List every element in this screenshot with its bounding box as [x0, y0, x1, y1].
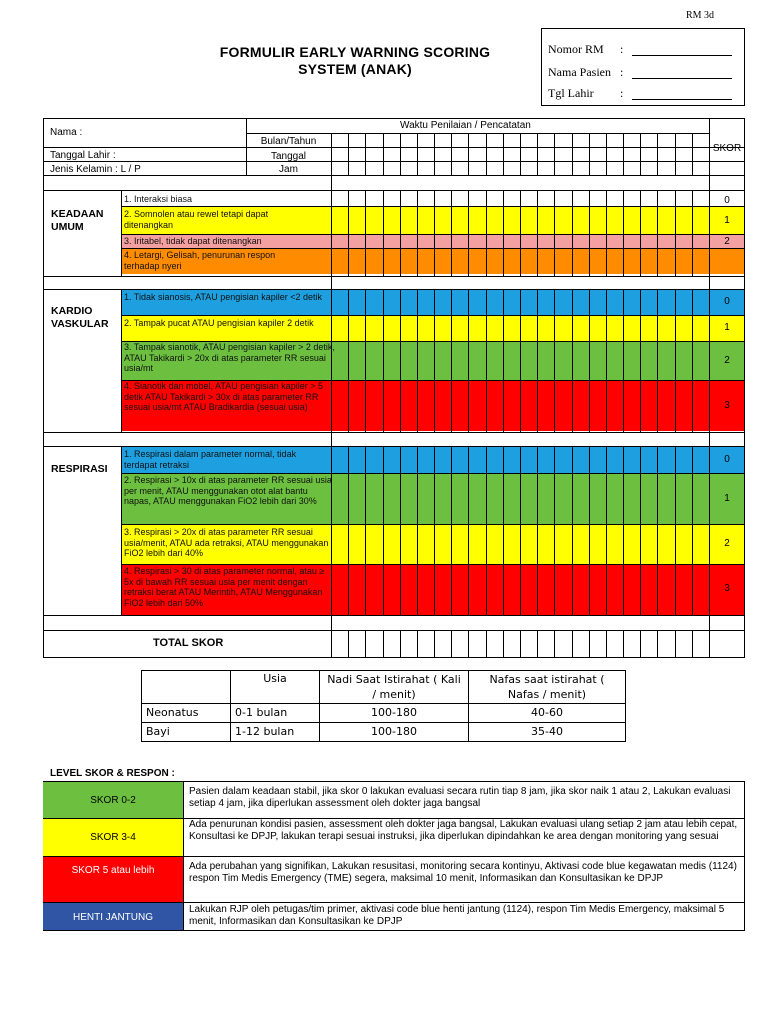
grid-line [400, 190, 401, 276]
rs-score-2: 1 [724, 493, 730, 504]
grid-line [503, 133, 504, 175]
grid-line [43, 432, 745, 433]
grid-line [43, 175, 745, 176]
henti-jantung-response: Lakukan RJP oleh petugas/tim primer, aktivasi code blue henti jantung (1124), respon Tim Medis Emergency, maksimal 5 menit, Informasikan dan Konsultasikan ke DPJP [189, 904, 725, 927]
grid-line [589, 190, 590, 276]
grid-line [451, 446, 452, 615]
rs-criterion-4: 4. Respirasi > 30 di atas parameter normal, atau ≥ 5x di bawah RR sesuai usia per menit dengan retraksi berat ATAU Merintih, ATAU Menggunakan FiO2 lebih dari 50% [124, 566, 325, 608]
skor-5-response: Ada perubahan yang signifikan, Lakukan resusitasi, monitoring secara kontinyu, Aktivasi code blue kegawatan medis (1124) respon Tim Medis Emergency (TME) segera, maksimal 10 menit, Informasikan dan Konsultasikan ke DPJP [189, 861, 737, 884]
nadi-value: 100-180 [320, 722, 469, 741]
grid-line [121, 315, 745, 316]
grid-line [692, 289, 693, 432]
grid-line [692, 630, 693, 657]
grid-line [675, 190, 676, 276]
level-line [43, 856, 745, 857]
tgl-lahir-colon: : [620, 86, 624, 100]
grid-line [451, 190, 452, 276]
grid-line [503, 289, 504, 432]
grid-line [451, 630, 452, 657]
kv-score-2: 1 [724, 322, 730, 333]
grid-line [537, 446, 538, 615]
grid-line [383, 630, 384, 657]
grid-line [675, 446, 676, 615]
nama-pasien-field[interactable] [632, 67, 732, 79]
grid-line [417, 630, 418, 657]
total-skor-label: TOTAL SKOR [153, 637, 224, 649]
nomor-rm-label: Nomor RM [548, 42, 604, 56]
grid-line [692, 133, 693, 175]
skor-3-4-response: Ada penurunan kondisi pasien, assessment oleh dokter jaga bangsal, Lakukan evaluasi ulang setiap 2 jam atau lebih cepat, Konsultasi ke DPJP, lakukan terapi sesuai instruksi, jika diperlukan dipindahkan ke area dengan monitoring yang sesuai [189, 819, 738, 842]
title-line-1: FORMULIR EARLY WARNING SCORING [219, 44, 491, 60]
nomor-rm-row [548, 42, 623, 57]
usia-group: Neonatus [142, 703, 231, 722]
grid-line [503, 630, 504, 657]
grid-line [417, 133, 418, 175]
grid-line [348, 289, 349, 432]
grid-line [537, 190, 538, 276]
ku-score-2: 1 [724, 215, 730, 226]
usia-header-row [142, 671, 626, 704]
grid-line [589, 446, 590, 615]
grid-line [606, 630, 607, 657]
grid-line [417, 446, 418, 615]
grid-line [383, 289, 384, 432]
jenis-kelamin-label: Jenis Kelamin : L / P [50, 164, 141, 175]
document-code: RM 3d [686, 10, 715, 21]
grid-line [383, 190, 384, 276]
nama-pasien-colon: : [620, 65, 624, 79]
nama-pasien-label: Nama Pasien [548, 65, 611, 79]
kv-criterion-3: 3. Tampak sianotik, ATAU pengisian kapiler > 2 detik, ATAU Takikardi > 20x di atas parameter RR sesuai usia/mt [124, 342, 335, 373]
grid-line [623, 289, 624, 432]
grid-line [121, 473, 745, 474]
grid-line [400, 630, 401, 657]
grid-line [520, 630, 521, 657]
kv-score-3: 2 [724, 355, 730, 366]
tgl-lahir-row [548, 86, 623, 101]
tgl-lahir-label: Tgl Lahir [548, 86, 594, 100]
kardio-line-2: VASKULAR [51, 318, 109, 330]
level-skor-title: LEVEL SKOR & RESPON : [50, 768, 175, 779]
grid-line [434, 289, 435, 432]
grid-line [623, 630, 624, 657]
grid-line [434, 446, 435, 615]
skor-0-2-response: Pasien dalam keadaan stabil, jika skor 0 lakukan evaluasi secara rutin tiap 8 jam, jika skor naik 1 atau 2, Lakukan evaluasi setiap 4 jam, jika diperlukan assessment oleh dokter jaga bangsal [189, 786, 731, 809]
grid-line [486, 289, 487, 432]
usia-range: 1-12 bulan [231, 722, 320, 741]
rs-criterion-3: 3. Respirasi > 20x di atas parameter RR sesuai usia/menit, ATAU ada retraksi, ATAU menggunakan FiO2 lebih dari 40% [124, 527, 329, 558]
grid-line [623, 133, 624, 175]
skor-3-4-label: SKOR 3-4 [90, 832, 136, 843]
grid-line [468, 630, 469, 657]
kv-score-4: 3 [724, 400, 730, 411]
kv-criterion-1: 1. Tidak sianosis, ATAU pengisian kapiler <2 detik [124, 292, 323, 302]
grid-line [121, 289, 122, 432]
skor-header: SKOR [712, 143, 742, 154]
ku-score-1: 0 [724, 195, 730, 206]
grid-line [365, 630, 366, 657]
grid-line [348, 446, 349, 615]
nomor-rm-field[interactable] [632, 44, 732, 56]
grid-line [657, 630, 658, 657]
skor-0-2-label: SKOR 0-2 [90, 795, 136, 806]
grid-line [486, 190, 487, 276]
grid-line [468, 446, 469, 615]
grid-line [606, 190, 607, 276]
kv-criterion-4: 4. Sianotik dan mobel, ATAU pengisian kapiler > 5 detik ATAU Takikardi > 30x di atas parameter RR sesuai usia/mt ATAU Bradikardia (sesuai usia) [124, 381, 324, 412]
grid-line [417, 289, 418, 432]
grid-line [537, 133, 538, 175]
kv-criterion-2: 2. Tampak pucat ATAU pengisian kapiler 2 detik [124, 318, 314, 328]
grid-line [365, 133, 366, 175]
grid-line [468, 133, 469, 175]
grid-line [486, 133, 487, 175]
nama-pasien-row [548, 65, 623, 80]
grid-line [589, 630, 590, 657]
grid-line [572, 630, 573, 657]
grid-line [383, 446, 384, 615]
grid-line [434, 630, 435, 657]
nadi-header: Nadi Saat Istirahat ( Kali / menit) [320, 671, 469, 704]
title-line-2: SYSTEM (ANAK) [298, 61, 412, 77]
grid-line [675, 289, 676, 432]
skor-5-fill [43, 856, 183, 902]
grid-line [537, 630, 538, 657]
grid-line [348, 630, 349, 657]
grid-line [486, 446, 487, 615]
grid-line [623, 446, 624, 615]
grid-line [589, 133, 590, 175]
grid-line [365, 289, 366, 432]
grid-line [121, 206, 745, 207]
grid-line [554, 630, 555, 657]
grid-line [121, 248, 745, 249]
grid-line [657, 446, 658, 615]
grid-line [434, 190, 435, 276]
nadi-value: 100-180 [320, 703, 469, 722]
waktu-penilaian-header: Waktu Penilaian / Pencatatan [400, 120, 531, 131]
usia-reference-table [141, 670, 626, 742]
skor-5-label: SKOR 5 atau lebih [71, 865, 155, 876]
grid-line [537, 289, 538, 432]
grid-line [692, 446, 693, 615]
henti-jantung-label: HENTI JANTUNG [73, 912, 153, 923]
grid-line [606, 289, 607, 432]
grid-line [554, 190, 555, 276]
grid-line [606, 133, 607, 175]
grid-line [121, 234, 745, 235]
ku-criterion-4: 4. Letargi, Gelisah, penurunan respon terhadap nyeri [124, 250, 276, 271]
table-row [142, 722, 626, 741]
grid-line [640, 190, 641, 276]
grid-line [121, 190, 122, 276]
grid-line [572, 446, 573, 615]
rs-criterion-1: 1. Respirasi dalam parameter normal, tidak terdapat retraksi [124, 449, 297, 470]
nomor-rm-colon: : [620, 42, 624, 56]
page-title [180, 44, 530, 78]
kv-score-1: 0 [724, 296, 730, 307]
grid-line [692, 190, 693, 276]
usia-header: Usia [231, 671, 320, 704]
patient-id-box [541, 28, 745, 106]
ku-score-3: 2 [724, 236, 730, 247]
usia-range: 0-1 bulan [231, 703, 320, 722]
grid-line [554, 446, 555, 615]
grid-line [348, 133, 349, 175]
keadaan-umum-line-2: UMUM [51, 221, 84, 233]
kardio-line-1: KARDIO [51, 305, 93, 317]
ku-criterion-1: 1. Interaksi biasa [124, 194, 193, 204]
rs-score-1: 0 [724, 454, 730, 465]
grid-line [434, 133, 435, 175]
grid-line [554, 133, 555, 175]
grid-line [451, 289, 452, 432]
kardio-vaskular-label [51, 305, 109, 331]
grid-line [43, 276, 745, 277]
nafas-value: 40-60 [469, 703, 626, 722]
grid-line [503, 190, 504, 276]
tanggal-lahir-label: Tanggal Lahir : [50, 150, 116, 161]
rs-criterion-2: 2. Respirasi > 10x di atas parameter RR sesuai usia per menit, ATAU menggunakan otot alat bantu napas, ATAU menggunakan FiO2 lebih dari 30% [124, 475, 332, 506]
usia-group: Bayi [142, 722, 231, 741]
grid-line [43, 615, 745, 616]
grid-line [572, 133, 573, 175]
ku-criterion-3: 3. Iritabel, tidak dapat ditenangkan [124, 236, 262, 246]
level-line [43, 902, 745, 903]
rs-score-3: 2 [724, 538, 730, 549]
grid-line [417, 190, 418, 276]
nafas-header: Nafas saat istirahat ( Nafas / menit) [469, 671, 626, 704]
grid-line [121, 524, 745, 525]
nafas-value: 35-40 [469, 722, 626, 741]
grid-line [451, 133, 452, 175]
ku-criterion-2: 2. Somnolen atau rewel tetapi dapat ditenangkan [124, 209, 269, 230]
grid-line [572, 190, 573, 276]
respirasi-label: RESPIRASI [51, 463, 108, 475]
grid-line [468, 289, 469, 432]
grid-line [606, 446, 607, 615]
grid-line [657, 133, 658, 175]
grid-line [121, 564, 745, 565]
usia-header-empty [142, 671, 231, 704]
grid-line [520, 446, 521, 615]
keadaan-umum-label [51, 208, 104, 234]
bulan-tahun-label: Bulan/Tahun [260, 136, 317, 147]
grid-line [657, 190, 658, 276]
grid-line [657, 289, 658, 432]
grid-line [640, 446, 641, 615]
grid-line [572, 289, 573, 432]
grid-line [348, 190, 349, 276]
grid-line [675, 133, 676, 175]
jam-label: Jam [279, 164, 298, 175]
grid-line [589, 289, 590, 432]
keadaan-umum-line-1: KEADAAN [51, 208, 104, 220]
grid-line [554, 289, 555, 432]
grid-line [486, 630, 487, 657]
grid-line [520, 133, 521, 175]
grid-line [383, 133, 384, 175]
grid-line [43, 657, 745, 658]
grid-line [520, 190, 521, 276]
nama-label: Nama : [50, 127, 83, 138]
grid-line [503, 446, 504, 615]
tanggal-label: Tanggal [270, 151, 307, 162]
grid-line [468, 190, 469, 276]
grid-line [365, 190, 366, 276]
grid-line [520, 289, 521, 432]
grid-line [640, 289, 641, 432]
grid-line [675, 630, 676, 657]
rs-score-4: 3 [724, 583, 730, 594]
grid-line [640, 630, 641, 657]
grid-line [400, 133, 401, 175]
grid-line [400, 446, 401, 615]
table-row [142, 703, 626, 722]
grid-line [400, 289, 401, 432]
grid-line [640, 133, 641, 175]
grid-line [623, 190, 624, 276]
grid-line [121, 446, 122, 615]
tgl-lahir-field[interactable] [632, 88, 732, 100]
grid-line [365, 446, 366, 615]
